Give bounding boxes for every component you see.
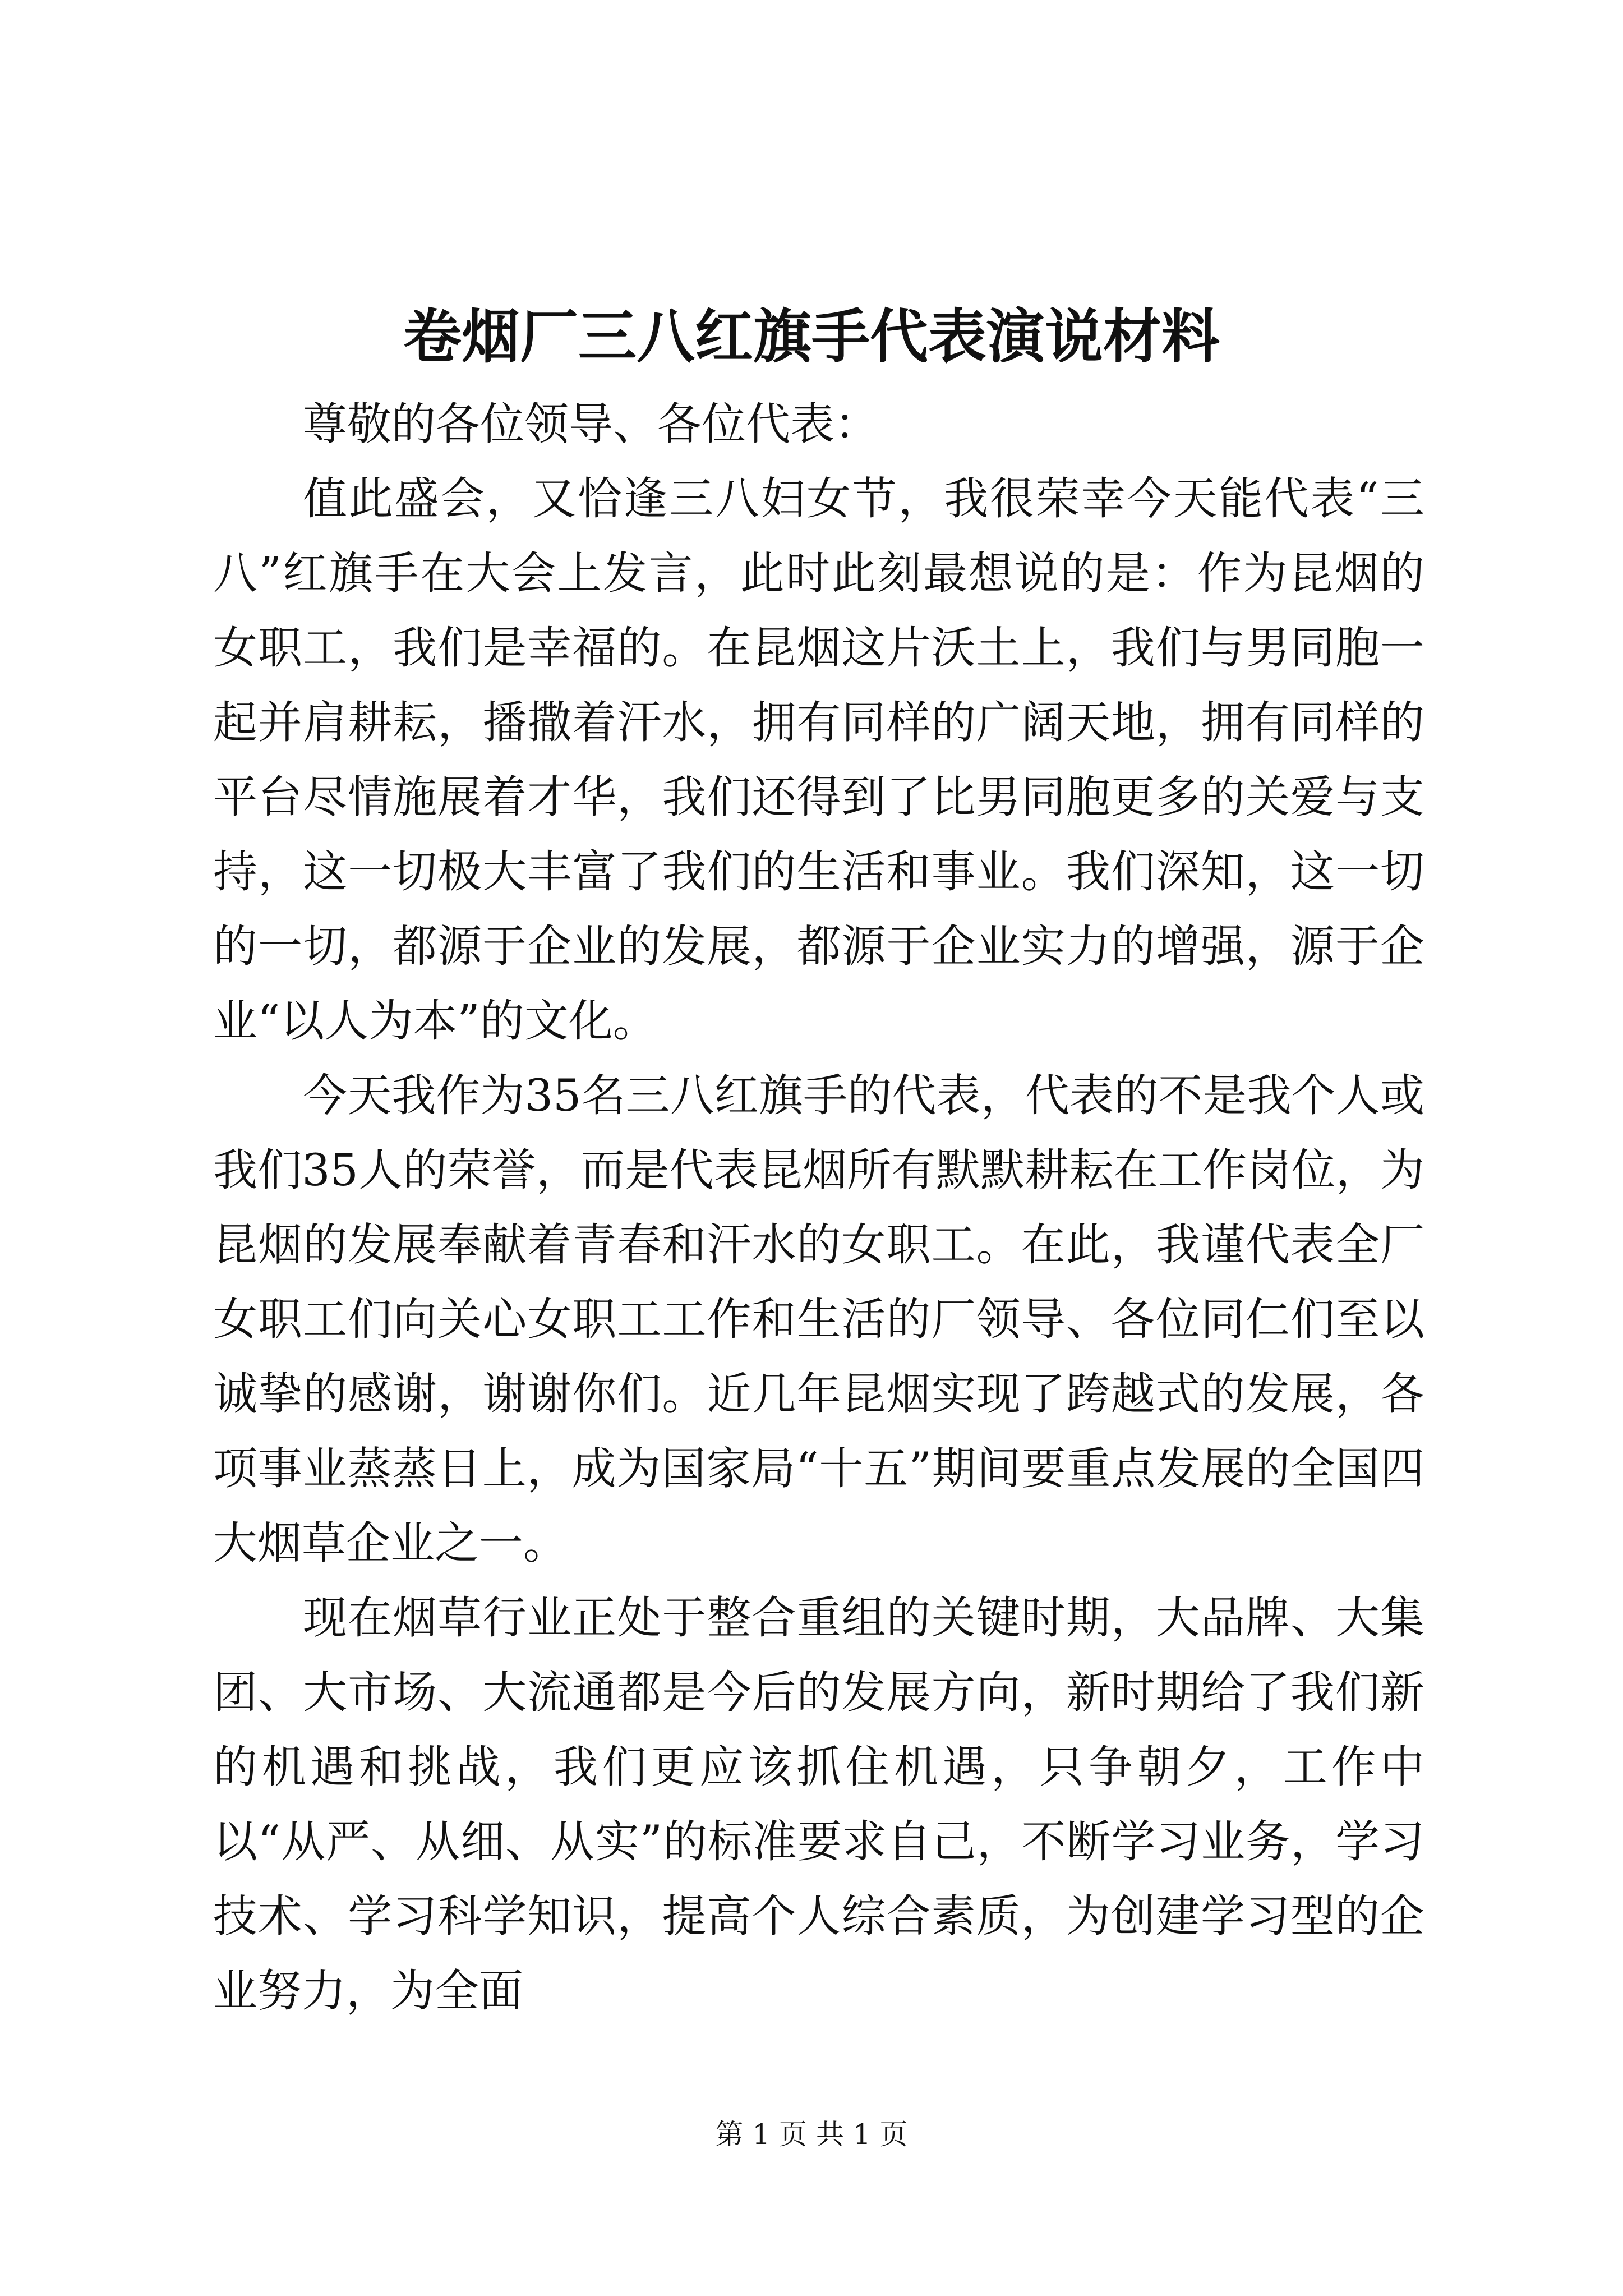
greeting: 尊敬的各位领导、各位代表： <box>303 398 879 450</box>
document-title: 卷烟厂三八红旗手代表演说材料 <box>403 302 1220 371</box>
paragraph-3: 现在烟草行业正处于整合重组的关键时期，大品牌、大集团、大市场、大流通都是今后的发展方向，新时期给了我们新的机遇和挑战，我们更应该抓住机遇，只争朝夕，工作中以“从严、从细、从实”的标准要求自己，不断学习业务，学习技术、学习科学知识，提高个人综合素质，为创建学习型的企业努力，为全面 <box>213 1592 1424 2017</box>
paragraph-2: 今天我作为35名三八红旗手的代表，代表的不是我个人或我们35人的荣誉，而是代表昆烟所有默默耕耘在工作岗位，为昆烟的发展奉献着青春和汗水的女职工。在此，我谨代表全厂女职工们向关心女职工工作和生活的厂领导、各位同仁们至以诚挚的感谢，谢谢你们。近几年昆烟实现了跨越式的发展，各项事业蒸蒸日上，成为国家局“十五”期间要重点发展的全国四大烟草企业之一。 <box>213 1070 1424 1569</box>
document-body <box>213 387 1424 2028</box>
page-number-footer: 第 1 页 共 1 页 <box>715 2118 908 2151</box>
paragraph-1: 值此盛会，又恰逢三八妇女节，我很荣幸今天能代表“三八”红旗手在大会上发言，此时此刻最想说的是：作为昆烟的女职工，我们是幸福的。在昆烟这片沃土上，我们与男同胞一起并肩耕耘，播撒着汗水，拥有同样的广阔天地，拥有同样的平台尽情施展着才华，我们还得到了比男同胞更多的关爱与支持，这一切极大丰富了我们的生活和事业。我们深知，这一切的一切，都源于企业的发展，都源于企业实力的增强，源于企业“以人为本”的文化。 <box>213 473 1424 1047</box>
